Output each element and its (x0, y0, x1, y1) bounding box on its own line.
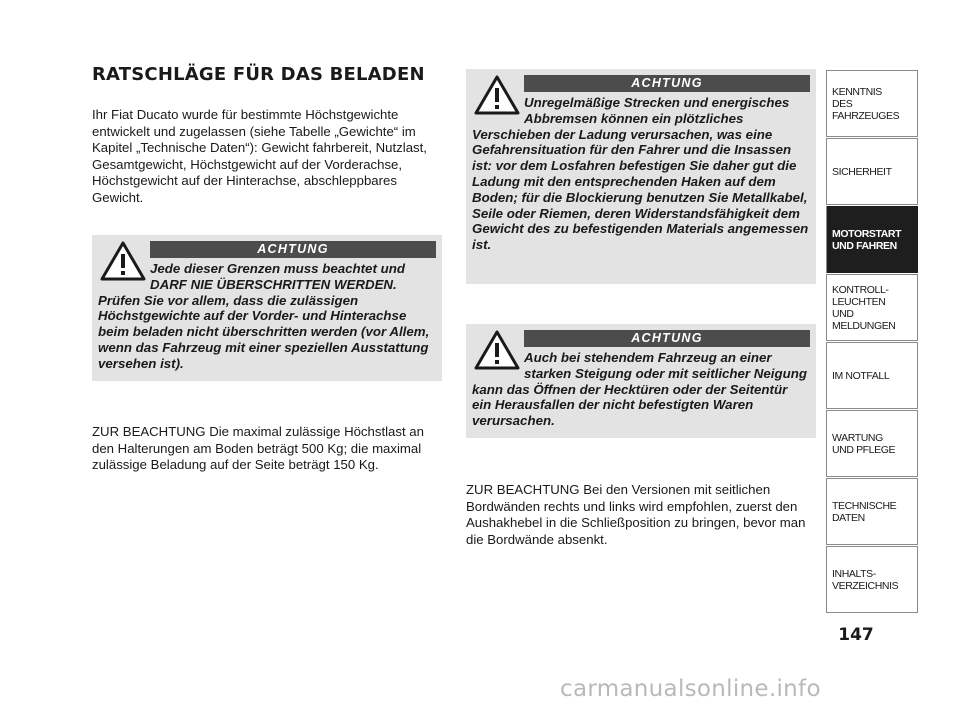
page-number: 147 (838, 625, 874, 645)
tab-label: INHALTS- VERZEICHNIS (832, 567, 899, 592)
warning-text: Auch bei stehendem Fahrzeug an einer starken Steigung oder mit seitlicher Neigung kann das Öffnen der Hecktüren oder der Seitentür ein Herausfallen der nicht befestigten Waren verursachen. (472, 350, 807, 429)
tab-kenntnis[interactable] (826, 70, 918, 137)
tab-notfall[interactable] (826, 342, 918, 409)
warning-text: Unregelmäßige Strecken und energisches Abbremsen können ein plötzliches Verschieben der Ladung verursachen, was eine Gefahrensituation für den Fahrer und die Insassen ist: vor dem Losfahren befestigen Sie daher gut die Ladung mit den entsprechenden Haken auf dem Boden; für die Blockierung benutzen Sie Metallkabel, Seile oder Riemen, deren Widerstandsfähigkeit dem Gewicht des zu befestigenden Materials angemessen ist. (472, 95, 809, 253)
tab-sicherheit[interactable] (826, 138, 918, 205)
intro-paragraph: Ihr Fiat Ducato wurde für bestimmte Höchstgewichte entwickelt und zugelassen (siehe Tabelle „Gewichte“ im Kapitel „Technische Daten“): Gewicht fahrbereit, Nutzlast, Gesamtgewicht, Höchstgewicht auf der Vorderachse, Höchstgewicht auf der Hinterachse, abschleppbares Gewicht. (92, 107, 427, 205)
warning-label: ACHTUNG (150, 241, 436, 258)
warning-label: ACHTUNG (524, 75, 810, 92)
tab-label: KENNTNIS DES FAHRZEUGES (832, 85, 900, 122)
tab-label: TECHNISCHE DATEN (832, 499, 897, 524)
tab-label: WARTUNG UND PFLEGE (832, 431, 896, 456)
tab-label: SICHERHEIT (832, 165, 892, 178)
tab-technische-daten[interactable] (826, 478, 918, 545)
warning-box-weight-limits (92, 235, 442, 381)
warning-box-doors-slope (466, 324, 816, 438)
tab-label: IM NOTFALL (832, 369, 890, 382)
tab-label: MOTORSTART UND FAHREN (832, 227, 902, 252)
tab-inhaltsverzeichnis[interactable] (826, 546, 918, 613)
warning-label: ACHTUNG (524, 330, 810, 347)
tab-motorstart[interactable] (826, 206, 918, 273)
tab-kontrollleuchten[interactable] (826, 274, 918, 341)
watermark: carmanualsonline.info (560, 676, 821, 702)
tab-wartung[interactable] (826, 410, 918, 477)
warning-text: Jede dieser Grenzen muss beachtet und DARF NIE ÜBERSCHRITTEN WERDEN. Prüfen Sie vor allem, dass die zulässigen Höchstgewichte auf der Vorder- und Hinterachse beim beladen nicht überschritten werden (vor Allem, wenn das Fahrzeug mit einer speziellen Ausstattung versehen ist). (98, 261, 430, 371)
tab-label: KONTROLL- LEUCHTEN UND MELDUNGEN (832, 283, 896, 332)
note-floor-load: ZUR BEACHTUNG Die maximal zulässige Höchstlast an den Halterungen am Boden beträgt 500 Kg; die maximal zulässige Beladung auf der Seite beträgt 150 Kg. (92, 424, 424, 473)
warning-box-load-shift (466, 69, 816, 284)
note-side-panels: ZUR BEACHTUNG Bei den Versionen mit seitlichen Bordwänden rechts und links wird empfohlen, zuerst den Aushakhebel in die Schließposition zu bringen, bevor man die Bordwände absenkt. (466, 482, 806, 547)
page-title: RATSCHLÄGE FÜR DAS BELADEN (92, 64, 425, 85)
